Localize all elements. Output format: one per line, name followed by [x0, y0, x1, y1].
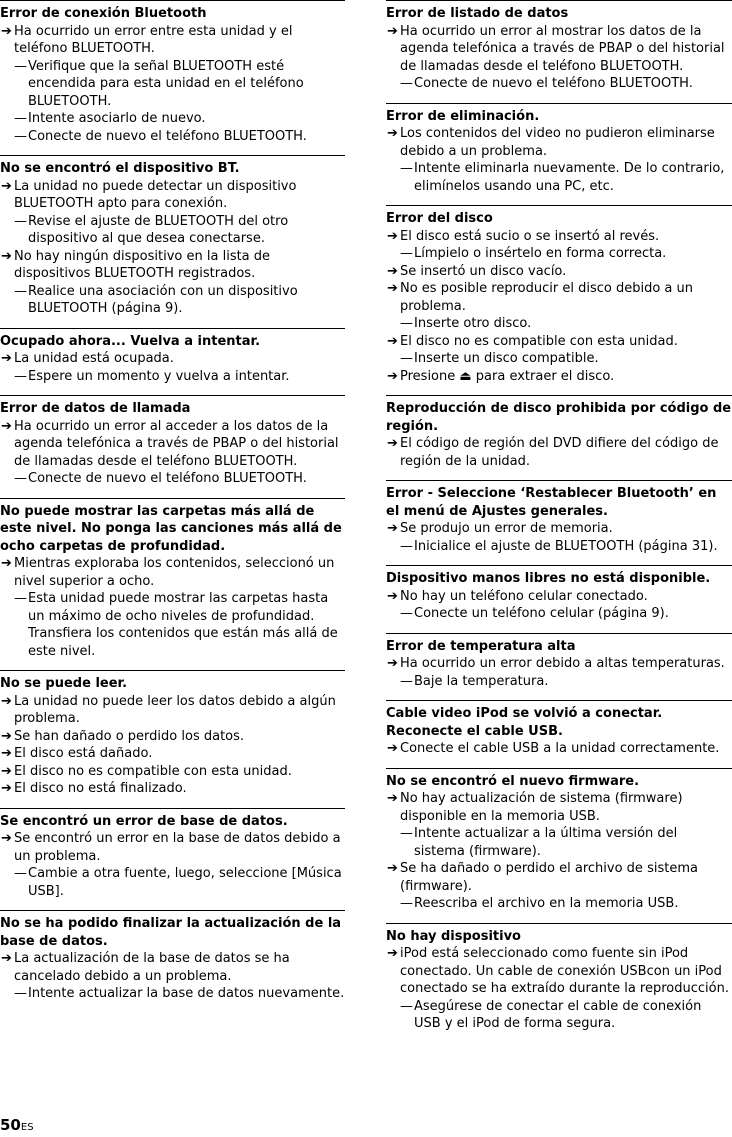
dash-icon: — [14, 283, 27, 299]
item-text: Límpielo o insértelo en forma correcta. [414, 246, 667, 261]
item-text: El código de región del DVD difiere del código de región de la unidad. [400, 436, 719, 469]
error-section [386, 923, 732, 1033]
dash-icon: — [400, 673, 413, 689]
error-section [0, 155, 345, 318]
error-title: No hay dispositivo [386, 928, 521, 944]
item-text: La actualización de la base de datos se ha cancelado debido a un problema. [14, 951, 290, 984]
cause-item [386, 280, 732, 315]
error-title: Reproducción de disco prohibida por código de región. [386, 401, 732, 434]
left-column [0, 0, 345, 1003]
arrow-icon: ➔ [387, 228, 398, 244]
cause-item [386, 655, 732, 673]
cause-item [386, 228, 732, 246]
item-text: Se han dañado o perdido los datos. [14, 728, 245, 744]
item-text: Asegúrese de conectar el cable de conexión USB y el iPod de forma segura. [414, 998, 702, 1031]
error-section [0, 395, 345, 488]
error-title: Ocupado ahora... Vuelva a intentar. [0, 333, 261, 349]
cause-item [386, 740, 732, 758]
error-section [386, 205, 732, 385]
item-text: Reescriba el archivo en la memoria USB. [414, 896, 679, 911]
error-section [386, 633, 732, 691]
error-section [386, 103, 732, 196]
arrow-icon: ➔ [1, 178, 12, 194]
arrow-icon: ➔ [1, 951, 12, 966]
error-title: Error de datos de llamada [0, 401, 191, 416]
dash-icon: — [400, 76, 413, 91]
error-title: Error - Seleccione ‘Restablecer Bluetooth’ en el menú de Ajustes generales. [386, 486, 717, 519]
cause-item [386, 263, 732, 281]
item-text: Se produjo un error de memoria. [400, 521, 613, 536]
dash-icon: — [400, 161, 413, 176]
item-text: Realice una asociación con un dispositivo BLUETOOTH (página 9). [28, 283, 298, 316]
dash-icon: — [14, 866, 27, 881]
arrow-icon: ➔ [387, 861, 398, 876]
page-language-suffix: ES [20, 1122, 34, 1133]
remedy-item [386, 673, 732, 691]
item-text: Ha ocurrido un error entre esta unidad y el teléfono BLUETOOTH. [14, 23, 293, 56]
cause-item [0, 248, 345, 283]
item-text: Espere un momento y vuelva a intentar. [28, 368, 290, 384]
item-text: Esta unidad puede mostrar las carpetas hasta un máximo de ocho niveles de profundidad. Transfiera los contenidos que están más allá de este nivel. [28, 591, 338, 659]
remedy-item [0, 470, 345, 488]
item-text: El disco no es compatible con esta unidad. [400, 333, 678, 349]
item-text: La unidad no puede detectar un dispositivo BLUETOOTH apto para conexión. [14, 178, 297, 211]
cause-item [386, 23, 732, 76]
arrow-icon: ➔ [387, 588, 398, 604]
dash-icon: — [14, 986, 27, 1001]
error-title: Error de listado de datos [386, 6, 569, 21]
remedy-item [0, 128, 345, 146]
dash-icon: — [400, 896, 413, 911]
item-text: Se encontró un error en la base de datos debido a un problema. [14, 831, 341, 864]
item-text: Intente actualizar a la última versión del sistema (firmware). [414, 826, 678, 859]
item-text: Mientras exploraba los contenidos, seleccionó un nivel superior a ocho. [14, 556, 335, 589]
item-text: Conecte el cable USB a la unidad correctamente. [400, 741, 720, 756]
arrow-icon: ➔ [387, 281, 398, 296]
cause-item [0, 763, 345, 781]
remedy-item [386, 245, 732, 263]
error-title: Error de temperatura alta [386, 638, 576, 654]
dash-icon: — [400, 606, 413, 621]
error-title: Cable video iPod se volvió a conectar. Reconecte el cable USB. [386, 706, 663, 739]
item-text: Intente actualizar la base de datos nuevamente. [28, 986, 345, 1001]
error-section [386, 565, 732, 623]
item-text: No hay ningún dispositivo en la lista de dispositivos BLUETOOTH registrados. [14, 248, 271, 281]
remedy-item [386, 538, 732, 556]
remedy-item [0, 213, 345, 248]
error-section [386, 0, 732, 93]
error-section [0, 498, 345, 661]
cause-item [0, 418, 345, 471]
remedy-item [386, 605, 732, 623]
cause-item [0, 178, 345, 213]
item-text: Ha ocurrido un error al acceder a los datos de la agenda telefónica a través de PBAP o del historial de llamadas desde el teléfono BLUETOOTH. [14, 418, 339, 469]
cause-item [386, 333, 732, 351]
remedy-item [386, 160, 732, 195]
error-section [386, 700, 732, 758]
error-section [386, 395, 732, 470]
dash-icon: — [14, 591, 27, 606]
item-text: El disco no es compatible con esta unidad. [14, 763, 292, 779]
error-title: No se ha podido finalizar la actualización de la base de datos. [0, 916, 342, 949]
dash-icon: — [400, 246, 413, 261]
error-title: No se encontró el dispositivo BT. [0, 161, 240, 176]
remedy-item [386, 350, 732, 368]
item-text: No es posible reproducir el disco debido a un problema. [400, 281, 693, 314]
error-section [0, 328, 345, 386]
arrow-icon: ➔ [387, 333, 398, 349]
remedy-item [0, 865, 345, 900]
dash-icon: — [14, 111, 27, 126]
dash-icon: — [400, 998, 413, 1014]
item-text: Intente eliminarla nuevamente. De lo contrario, elimínelos usando una PC, etc. [414, 161, 725, 194]
remedy-item [0, 58, 345, 111]
cause-item [0, 950, 345, 985]
dash-icon: — [14, 58, 27, 74]
cause-item [0, 350, 345, 368]
arrow-icon: ➔ [387, 791, 398, 806]
arrow-icon: ➔ [1, 746, 12, 761]
item-text: Cambie a otra fuente, luego, seleccione [Música USB]. [28, 866, 342, 899]
arrow-icon: ➔ [387, 23, 398, 39]
error-title: Dispositivo manos libres no está disponible. [386, 571, 711, 586]
cause-item [386, 945, 732, 998]
cause-item [386, 520, 732, 538]
item-text: Conecte de nuevo el teléfono BLUETOOTH. [28, 128, 307, 144]
dash-icon: — [14, 471, 27, 486]
error-section [386, 768, 732, 913]
item-text: Conecte de nuevo el teléfono BLUETOOTH. [414, 76, 693, 91]
item-text: Revise el ajuste de BLUETOOTH del otro dispositivo al que desea conectarse. [28, 213, 289, 246]
error-section [0, 910, 345, 1003]
error-section [0, 670, 345, 798]
error-section [386, 480, 732, 555]
dash-icon: — [14, 213, 27, 229]
cause-item [0, 728, 345, 746]
error-title: Se encontró un error de base de datos. [0, 813, 288, 829]
right-column [386, 0, 732, 1033]
cause-item [386, 860, 732, 895]
cause-item [0, 555, 345, 590]
cause-item [386, 125, 732, 160]
cause-item [386, 368, 732, 386]
item-text: La unidad no puede leer los datos debido a algún problema. [14, 693, 336, 726]
item-text: Los contenidos del video no pudieron eliminarse debido a un problema. [400, 126, 715, 159]
arrow-icon: ➔ [1, 763, 12, 779]
dash-icon: — [400, 351, 413, 366]
item-text: Ha ocurrido un error debido a altas temperaturas. [400, 656, 725, 671]
arrow-icon: ➔ [1, 418, 12, 434]
item-text: Inserte un disco compatible. [414, 351, 599, 366]
remedy-item [0, 985, 345, 1003]
dash-icon: — [400, 538, 413, 554]
cause-item [0, 745, 345, 763]
cause-item [386, 435, 732, 470]
item-text: El disco no está finalizado. [14, 781, 187, 796]
remedy-item [386, 315, 732, 333]
dash-icon: — [14, 368, 27, 384]
item-text: Presione ⏏ para extraer el disco. [400, 368, 615, 384]
dash-icon: — [14, 128, 27, 144]
error-section [0, 808, 345, 901]
dash-icon: — [400, 826, 413, 841]
arrow-icon: ➔ [1, 781, 12, 796]
error-title: No se encontró el nuevo firmware. [386, 773, 640, 789]
item-text: Se ha dañado o perdido el archivo de sistema (firmware). [400, 861, 698, 894]
error-title: Error del disco [386, 211, 493, 226]
arrow-icon: ➔ [387, 263, 398, 279]
cause-item [0, 23, 345, 58]
cause-item [0, 780, 345, 798]
remedy-item [386, 75, 732, 93]
error-title: Error de eliminación. [386, 108, 540, 124]
item-text: Se insertó un disco vacío. [400, 263, 567, 279]
item-text: No hay actualización de sistema (firmware) disponible en la memoria USB. [400, 791, 683, 824]
item-text: Inserte otro disco. [414, 316, 532, 331]
item-text: Intente asociarlo de nuevo. [28, 111, 206, 126]
remedy-item [0, 368, 345, 386]
cause-item [0, 830, 345, 865]
page-number-value: 50 [0, 1116, 21, 1134]
arrow-icon: ➔ [1, 831, 12, 846]
remedy-item [0, 590, 345, 660]
remedy-item [386, 895, 732, 913]
arrow-icon: ➔ [387, 946, 398, 961]
remedy-item [0, 110, 345, 128]
arrow-icon: ➔ [387, 368, 398, 384]
arrow-icon: ➔ [1, 23, 12, 39]
error-title: No se puede leer. [0, 676, 128, 691]
item-text: Conecte de nuevo el teléfono BLUETOOTH. [28, 471, 307, 486]
error-section [0, 0, 345, 145]
error-title: No puede mostrar las carpetas más allá de este nivel. No ponga las canciones más allá de ocho carpetas de profundidad. [0, 503, 342, 554]
item-text: Conecte un teléfono celular (página 9). [414, 606, 669, 621]
dash-icon: — [400, 316, 413, 331]
cause-item [0, 693, 345, 728]
arrow-icon: ➔ [387, 741, 398, 756]
item-text: Inicialice el ajuste de BLUETOOTH (página 31). [414, 538, 718, 554]
arrow-icon: ➔ [1, 693, 12, 709]
item-text: La unidad está ocupada. [14, 351, 174, 366]
item-text: Baje la temperatura. [414, 673, 549, 689]
arrow-icon: ➔ [387, 656, 398, 671]
arrow-icon: ➔ [1, 556, 12, 571]
remedy-item [386, 998, 732, 1033]
remedy-item [0, 283, 345, 318]
cause-item [386, 588, 732, 606]
arrow-icon: ➔ [387, 436, 398, 451]
item-text: No hay un teléfono celular conectado. [400, 588, 648, 604]
error-title: Error de conexión Bluetooth [0, 6, 207, 21]
arrow-icon: ➔ [387, 126, 398, 141]
item-text: El disco está sucio o se insertó al revés. [400, 228, 660, 244]
arrow-icon: ➔ [1, 351, 12, 366]
item-text: iPod está seleccionado como fuente sin iPod conectado. Un cable de conexión USBcon un iPod conectado se ha extraído durante la reproducción. [400, 946, 729, 996]
item-text: Verifique que la señal BLUETOOTH esté encendida para esta unidad en el teléfono BLUETOOTH. [28, 58, 304, 109]
cause-item [386, 790, 732, 825]
arrow-icon: ➔ [1, 728, 12, 744]
arrow-icon: ➔ [1, 248, 12, 264]
item-text: Ha ocurrido un error al mostrar los datos de la agenda telefónica a través de PBAP o del historial de llamadas desde el teléfono BLUETOOTH. [400, 23, 725, 74]
arrow-icon: ➔ [387, 521, 398, 536]
item-text: El disco está dañado. [14, 746, 153, 761]
remedy-item [386, 825, 732, 860]
